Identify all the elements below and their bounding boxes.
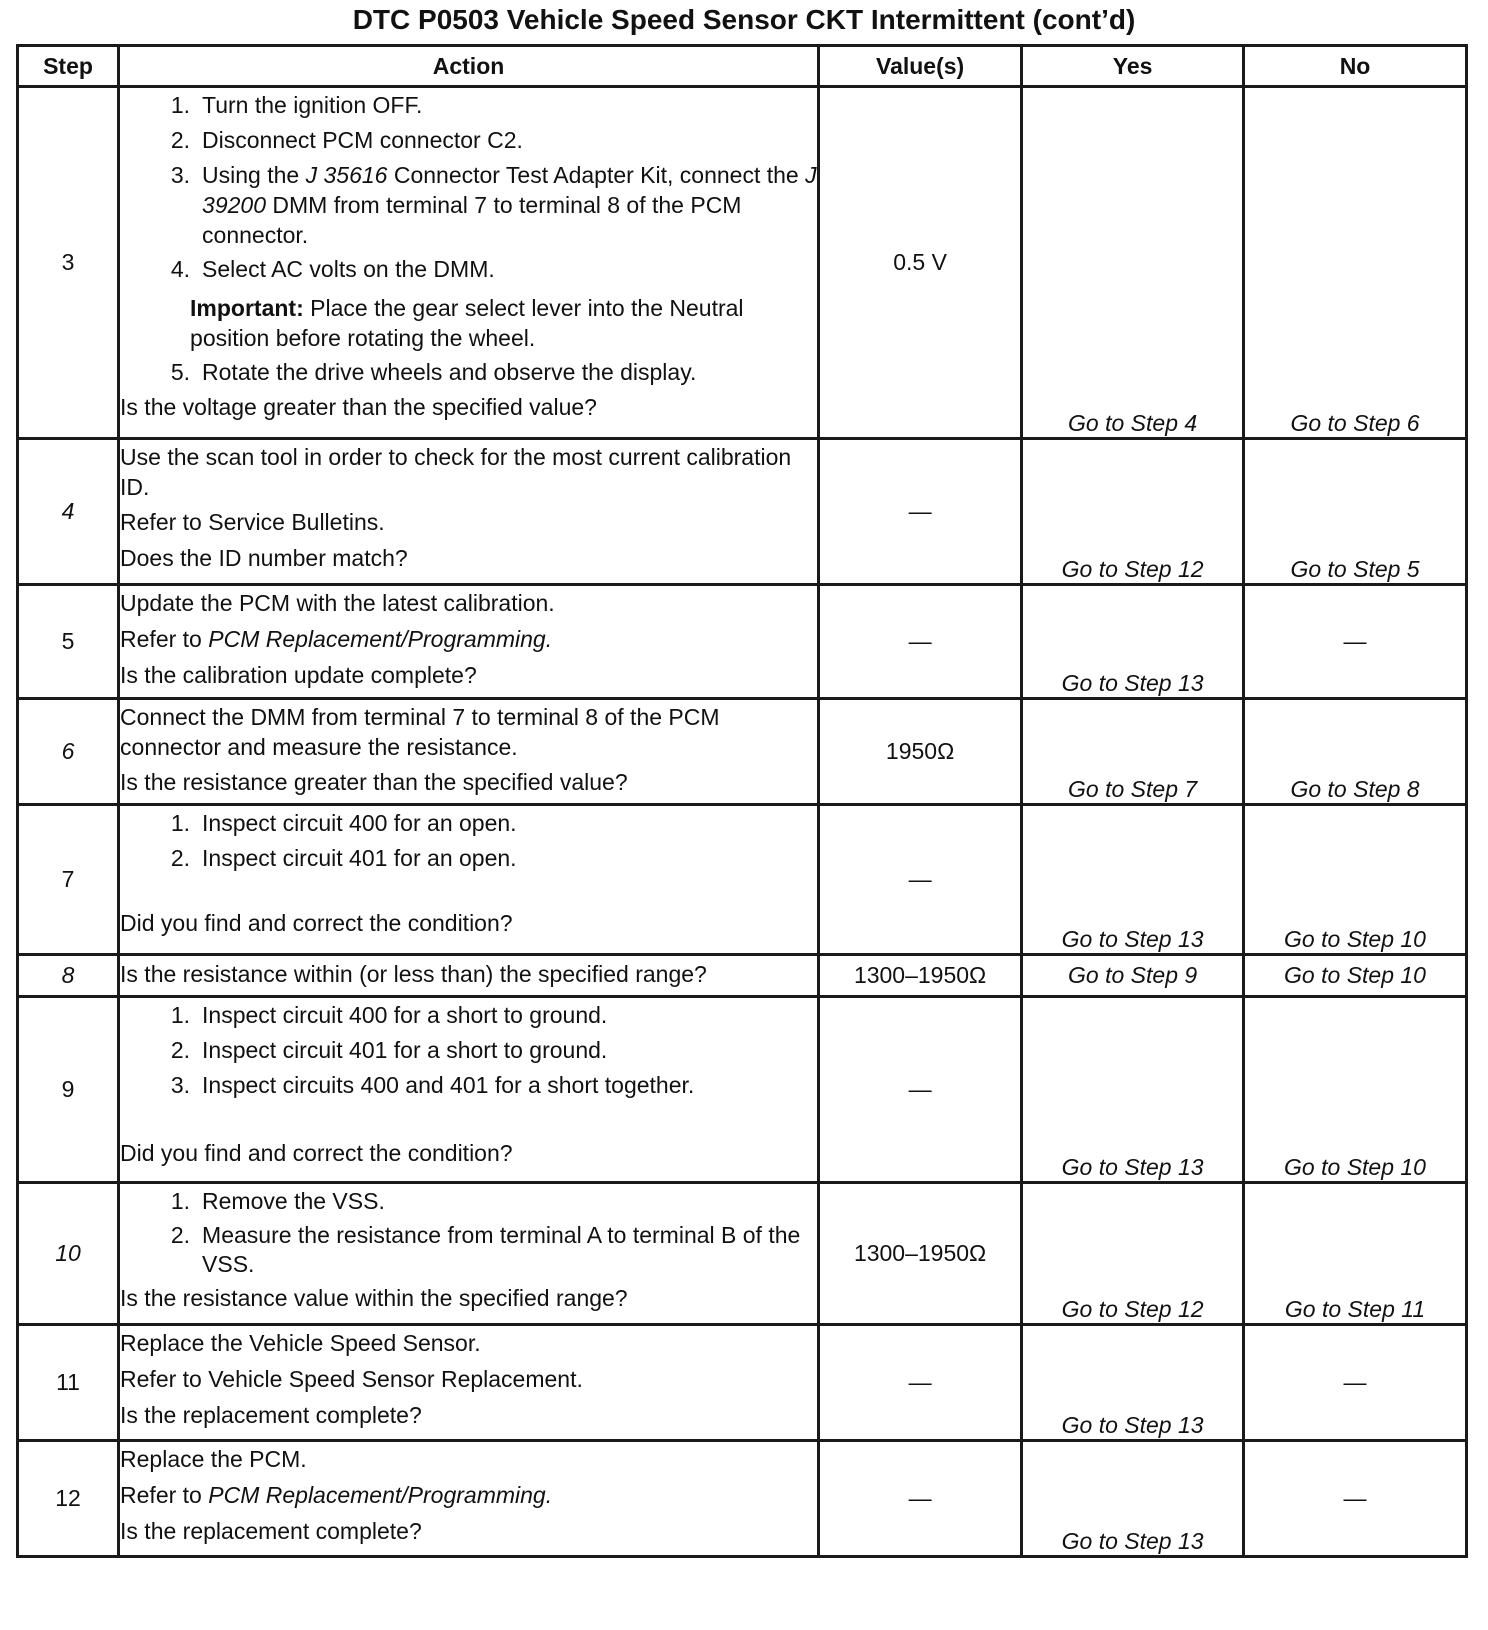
table-row-step-5: [18, 585, 1467, 699]
no-cell: —: [1244, 1325, 1467, 1441]
value-cell: —: [819, 585, 1022, 699]
step-number: 8: [18, 955, 119, 997]
action-paragraph: Connect the DMM from terminal 7 to terminal 8 of the PCM connector and measure the resistance.: [120, 704, 720, 760]
yes-cell: Go to Step 13: [1022, 1441, 1244, 1557]
yes-cell: Go to Step 7: [1022, 699, 1244, 805]
action-paragraph: Replace the Vehicle Speed Sensor.: [120, 1330, 481, 1356]
item-text: Inspect circuit 401 for an open.: [202, 845, 517, 871]
item-text: Inspect circuit 400 for a short to ground.: [202, 1002, 608, 1028]
list-item: [120, 357, 817, 388]
action-paragraph: [120, 624, 817, 655]
tool-number: J 35616: [305, 162, 388, 188]
table-row-step-11: [18, 1325, 1467, 1441]
page-title: DTC P0503 Vehicle Speed Sensor CKT Intermittent (cont’d): [352, 4, 1136, 35]
list-item: [120, 125, 817, 156]
header-yes: Yes: [1022, 46, 1244, 87]
action-cell: [119, 87, 819, 439]
table-row-step-3: [18, 87, 1467, 439]
value-cell: —: [819, 997, 1022, 1183]
reference-link[interactable]: PCM Replacement/Programming.: [208, 1482, 553, 1508]
item-number: 5.: [170, 359, 191, 385]
header-values: Value(s): [819, 46, 1022, 87]
list-item: [120, 843, 817, 874]
action-question: Does the ID number match?: [120, 545, 408, 571]
no-cell: —: [1244, 1441, 1467, 1557]
tool-number: J 39200: [202, 162, 817, 218]
action-cell: [119, 699, 819, 805]
action-list: [120, 808, 817, 908]
list-item: [120, 254, 817, 285]
yes-cell: Go to Step 13: [1022, 997, 1244, 1183]
table-row-step-12: [18, 1441, 1467, 1557]
list-item: [120, 1186, 817, 1217]
text-run: Connector Test Adapter Kit, connect the: [387, 162, 806, 188]
value-cell: 1300–1950Ω: [819, 955, 1022, 997]
no-cell: Go to Step 5: [1244, 439, 1467, 585]
no-cell: Go to Step 10: [1244, 997, 1467, 1183]
action-question: Is the resistance within (or less than) the specified range?: [120, 961, 707, 987]
header-step: Step: [18, 46, 119, 87]
no-cell: Go to Step 6: [1244, 87, 1467, 439]
text-run: DMM from terminal 7 to terminal 8 of the PCM connector.: [202, 192, 742, 248]
text-run: Using the: [202, 162, 306, 188]
no-cell: Go to Step 11: [1244, 1183, 1467, 1325]
yes-cell: Go to Step 13: [1022, 1325, 1244, 1441]
list-item: [120, 1035, 817, 1066]
step-number: 9: [18, 997, 119, 1183]
important-text: Place the gear select lever into the Neutral position before rotating the wheel.: [190, 295, 744, 351]
action-cell: [119, 1325, 819, 1441]
list-item: [120, 1000, 817, 1031]
item-number: 3.: [170, 1072, 191, 1098]
value-cell: 1950Ω: [819, 699, 1022, 805]
table-row-step-10: [18, 1183, 1467, 1325]
action-question: Is the replacement complete?: [120, 1518, 422, 1544]
step-number: 6: [18, 699, 119, 805]
reference-link[interactable]: PCM Replacement/Programming.: [208, 626, 553, 652]
yes-cell: Go to Step 12: [1022, 439, 1244, 585]
item-text: Inspect circuit 400 for an open.: [202, 810, 517, 836]
action-question: Is the replacement complete?: [120, 1402, 422, 1428]
table-row-step-7: [18, 805, 1467, 955]
item-text: Inspect circuits 400 and 401 for a short together.: [202, 1072, 695, 1098]
value-cell: —: [819, 805, 1022, 955]
item-text: Disconnect PCM connector C2.: [202, 127, 523, 153]
no-cell: Go to Step 10: [1244, 805, 1467, 955]
value-cell: 1300–1950Ω: [819, 1183, 1022, 1325]
action-paragraph: Use the scan tool in order to check for the most current calibration ID.: [120, 444, 792, 500]
action-question: Is the resistance greater than the specified value?: [120, 769, 628, 795]
table-header-row: [18, 46, 1467, 87]
action-question: Did you find and correct the condition?: [120, 1140, 513, 1166]
list-item: [120, 1221, 817, 1279]
important-label: Important:: [190, 295, 304, 321]
action-cell: [119, 585, 819, 699]
step-number: 5: [18, 585, 119, 699]
item-text: [202, 160, 817, 250]
action-cell: [119, 1441, 819, 1557]
table-row-step-4: [18, 439, 1467, 585]
yes-cell: Go to Step 9: [1022, 955, 1244, 997]
value-cell: 0.5 V: [819, 87, 1022, 439]
item-number: 1.: [170, 92, 191, 118]
header-action: Action: [119, 46, 819, 87]
item-text: Inspect circuit 401 for a short to ground.: [202, 1037, 608, 1063]
item-number: 1.: [170, 1188, 191, 1214]
yes-cell: Go to Step 13: [1022, 805, 1244, 955]
item-number: 1.: [170, 810, 191, 836]
action-list: [120, 90, 817, 388]
step-number: 7: [18, 805, 119, 955]
item-number: 2.: [170, 845, 191, 871]
no-cell: Go to Step 10: [1244, 955, 1467, 997]
step-number: 3: [18, 87, 119, 439]
action-list: [120, 1000, 817, 1138]
item-number: 2.: [170, 1222, 191, 1248]
action-question: Did you find and correct the condition?: [120, 910, 513, 936]
list-item: [120, 1070, 817, 1101]
action-question: Is the calibration update complete?: [120, 662, 477, 688]
table-row-step-8: [18, 955, 1467, 997]
list-item: [120, 160, 817, 250]
action-cell: [119, 955, 819, 997]
action-paragraph: Replace the PCM.: [120, 1446, 307, 1472]
action-question: Is the voltage greater than the specified value?: [120, 394, 597, 420]
action-paragraph: Refer to Service Bulletins.: [120, 509, 385, 535]
table-row-step-9: [18, 997, 1467, 1183]
action-paragraph: Update the PCM with the latest calibration.: [120, 590, 555, 616]
action-question: Is the resistance value within the specified range?: [120, 1285, 628, 1311]
yes-cell: Go to Step 4: [1022, 87, 1244, 439]
value-cell: —: [819, 1325, 1022, 1441]
item-number: 4.: [170, 256, 191, 282]
item-text: Turn the ignition OFF.: [202, 92, 423, 118]
value-cell: —: [819, 1441, 1022, 1557]
step-number: 11: [18, 1325, 119, 1441]
list-item: [120, 808, 817, 839]
action-cell: [119, 1183, 819, 1325]
action-cell: [119, 805, 819, 955]
header-no: No: [1244, 46, 1467, 87]
yes-cell: Go to Step 13: [1022, 585, 1244, 699]
diagnostic-table: [16, 44, 1468, 1558]
item-number: 2.: [170, 127, 191, 153]
item-number: 3.: [170, 162, 191, 188]
item-text: Remove the VSS.: [202, 1188, 385, 1214]
item-text: Select AC volts on the DMM.: [202, 256, 495, 282]
step-number: 10: [18, 1183, 119, 1325]
step-number: 4: [18, 439, 119, 585]
no-cell: Go to Step 8: [1244, 699, 1467, 805]
item-number: 1.: [170, 1002, 191, 1028]
action-cell: [119, 997, 819, 1183]
no-cell: —: [1244, 585, 1467, 699]
text-run: Refer to: [120, 1482, 209, 1508]
action-cell: [119, 439, 819, 585]
item-text: Measure the resistance from terminal A to terminal B of the VSS.: [202, 1222, 801, 1277]
item-text: Rotate the drive wheels and observe the display.: [202, 359, 697, 385]
value-cell: —: [819, 439, 1022, 585]
item-number: 2.: [170, 1037, 191, 1063]
yes-cell: Go to Step 12: [1022, 1183, 1244, 1325]
important-note: [120, 293, 817, 353]
text-run: Refer to: [120, 626, 209, 652]
list-item: [120, 90, 817, 121]
table-row-step-6: [18, 699, 1467, 805]
action-paragraph: Refer to Vehicle Speed Sensor Replacement.: [120, 1366, 583, 1392]
action-list: [120, 1186, 817, 1279]
action-paragraph: [120, 1480, 817, 1511]
step-number: 12: [18, 1441, 119, 1557]
